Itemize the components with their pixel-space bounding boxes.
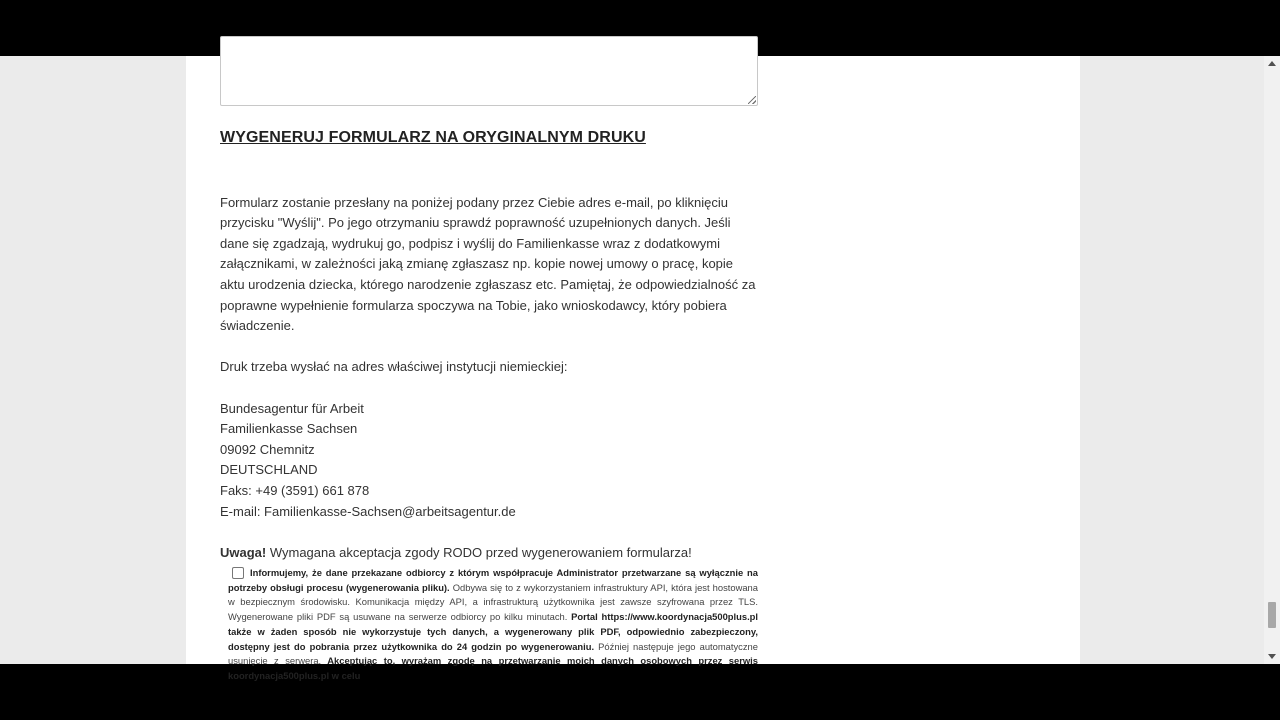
consent-text-1: Odbywa się to z wykorzystaniem infrastruktury API, która jest hostowana w bezpiecznym środowisku. Komunikacja między API, a infrastrukturą użytkownika jest zawsze szyfrowana przez TLS. Wygenerowane pliki PDF są usuwane na serwerze odbiorcy po kilku minutach. <box>228 581 758 623</box>
resize-handle-icon[interactable] <box>748 96 756 104</box>
fax-line: Faks: +49 (3591) 661 878 <box>220 482 370 498</box>
warning-text: Wymagana akceptacja zgody RODO przed wygenerowaniem formularza! <box>266 544 692 560</box>
consent-bold-2: Portal https://www.koordynacja500plus.pl także w żaden sposób nie wykorzystuje tych danych, a wygenerowany plik PDF, odpowiednio zabezpieczony, dostępny jest do pobrania przez użytkownika do 24 godzin po wygenerowaniu. <box>228 611 759 652</box>
warning-label: Uwaga! <box>220 544 267 560</box>
browser-viewport <box>0 56 1280 681</box>
address-line: Bundesagentur für Arbeit <box>220 400 364 416</box>
rodo-consent-text <box>228 566 758 684</box>
page-content <box>186 56 1080 681</box>
intro-paragraph: Formularz zostanie przesłany na poniżej podany przez Ciebie adres e-mail, po kliknięciu przycisku "Wyślij". Po jego otrzymaniu sprawdź poprawność uzupełnionych danych. Jeśli dane się zgadzają, wydrukuj go, podpisz i wyślij do Familienkasse wraz z dodatkowymi załącznikami, w zależności jaką zmianę zgłaszasz np. kopie nowej umowy o pracę, kopie aktu urodzenia dziecka, którego narodzenie zgłaszasz etc. Pamiętaj, że odpowiedzialność za poprawne wypełnienie formularza spoczywa na Tobie, jako wnioskodawcy, który pobiera świadczenie. <box>220 194 756 334</box>
send-to-label: Druk trzeba wysłać na adres właściwej instytucji niemieckiej: <box>220 359 568 375</box>
scroll-up-icon[interactable] <box>1268 61 1276 66</box>
address-line: 09092 Chemnitz <box>220 441 315 457</box>
consent-bold-3: Akceptując to, wyrażam zgodę na przetwarzanie moich danych osobowych przez serwis koordynacja500plus.pl w celu <box>228 655 758 681</box>
message-textarea[interactable] <box>220 36 758 106</box>
consent-bold-1: Informujemy, że dane przekazane odbiorcy z którym współpracuje Administrator przetwarzane są wyłącznie na potrzeby obsługi procesu (wygenerowania pliku). <box>228 567 758 593</box>
form-section <box>220 128 760 584</box>
vertical-scrollbar[interactable] <box>1264 56 1280 664</box>
email-line: E-mail: Familienkasse-Sachsen@arbeitsagentur.de <box>220 503 516 519</box>
address-block <box>220 399 760 523</box>
consent-text-2: Później następuje jego automatyczne usunięcie z serwera. <box>228 640 758 667</box>
scroll-thumb[interactable] <box>1268 602 1276 628</box>
scroll-down-icon[interactable] <box>1268 654 1276 659</box>
address-line: Familienkasse Sachsen <box>220 421 358 437</box>
address-line: DEUTSCHLAND <box>220 462 318 478</box>
rodo-warning <box>220 543 760 564</box>
section-heading: WYGENERUJ FORMULARZ NA ORYGINALNYM DRUKU <box>220 129 646 146</box>
